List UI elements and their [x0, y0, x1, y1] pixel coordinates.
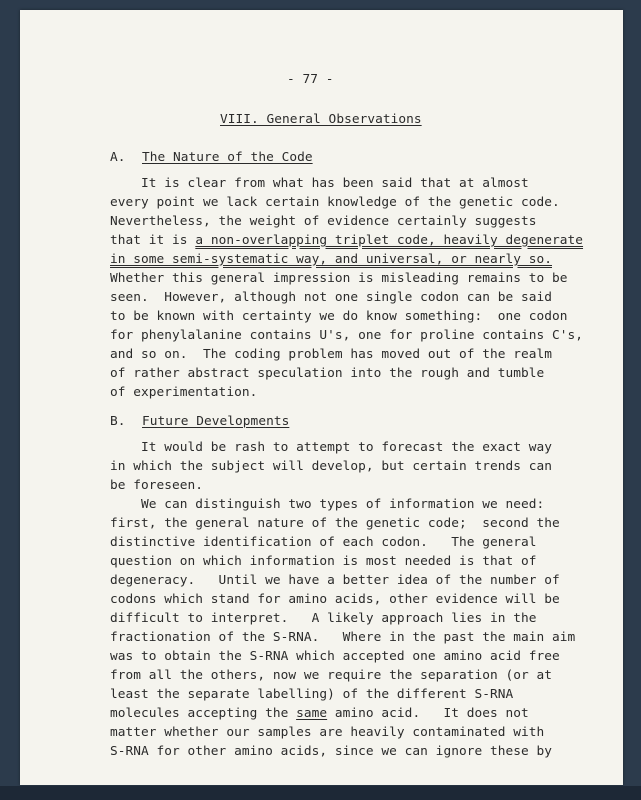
- section-b-letter: B.: [110, 414, 126, 429]
- underlined-phrase: a non-overlapping triplet code, heavily degenerate: [195, 233, 584, 248]
- page-number: - 77 -: [287, 72, 334, 87]
- section-a-line: every point we lack certain knowledge of the genetic code.: [110, 195, 560, 210]
- section-b-title: Future Developments: [142, 414, 290, 429]
- section-b-line: S-RNA for other amino acids, since we can ignore these by: [110, 744, 552, 759]
- section-b-line: question on which information is most needed is that of: [110, 554, 537, 569]
- section-b-line: difficult to interpret. A likely approach lies in the: [110, 611, 537, 626]
- page-title: VIII. General Observations: [220, 112, 422, 127]
- section-a-line: seen. However, although not one single codon can be said: [110, 290, 552, 305]
- section-a-line: for phenylalanine contains U's, one for proline contains C's,: [110, 328, 584, 343]
- section-a-line: [110, 250, 552, 269]
- section-b-line: was to obtain the S-RNA which accepted one amino acid free: [110, 649, 560, 664]
- section-a-line: Nevertheless, the weight of evidence certainly suggests: [110, 214, 537, 229]
- scanner-edge: [0, 786, 641, 800]
- section-a-title: The Nature of the Code: [142, 150, 313, 165]
- underlined-phrase: in some semi-systematic way, and universal, or nearly so.: [110, 252, 552, 267]
- section-a-line: Whether this general impression is misleading remains to be: [110, 271, 568, 286]
- section-b-line: least the separate labelling) of the different S-RNA: [110, 687, 514, 702]
- section-b-line-start: molecules accepting the: [110, 706, 297, 721]
- section-b-line: first, the general nature of the genetic code; second the: [110, 516, 560, 531]
- section-a-line: of experimentation.: [110, 385, 258, 400]
- section-a-line: It is clear from what has been said that at almost: [110, 176, 529, 191]
- section-b-line: distinctive identification of each codon. The general: [110, 535, 537, 550]
- section-a-line: to be known with certainty we do know something: one codon: [110, 309, 568, 324]
- section-b-line: It would be rash to attempt to forecast the exact way: [110, 440, 552, 455]
- section-a-line: and so on. The coding problem has moved out of the realm: [110, 347, 552, 362]
- section-a-line: [110, 231, 583, 250]
- section-b-line: We can distinguish two types of information we need:: [110, 497, 545, 512]
- section-b-line: degeneracy. Until we have a better idea of the number of: [110, 573, 560, 588]
- section-a-line-start: that it is: [110, 233, 196, 248]
- underlined-word: same: [296, 706, 328, 721]
- section-b-line-end: amino acid. It does not: [327, 706, 529, 721]
- section-b-line: fractionation of the S-RNA. Where in the past the main aim: [110, 630, 576, 645]
- section-b-line: from all the others, now we require the separation (or at: [110, 668, 552, 683]
- section-b-line: [110, 704, 529, 723]
- section-a-letter: A.: [110, 150, 126, 165]
- section-b-line: be foreseen.: [110, 478, 204, 493]
- section-b-line: codons which stand for amino acids, other evidence will be: [110, 592, 560, 607]
- section-a-line: of rather abstract speculation into the rough and tumble: [110, 366, 545, 381]
- section-b-line: matter whether our samples are heavily contaminated with: [110, 725, 545, 740]
- section-b-line: in which the subject will develop, but certain trends can: [110, 459, 552, 474]
